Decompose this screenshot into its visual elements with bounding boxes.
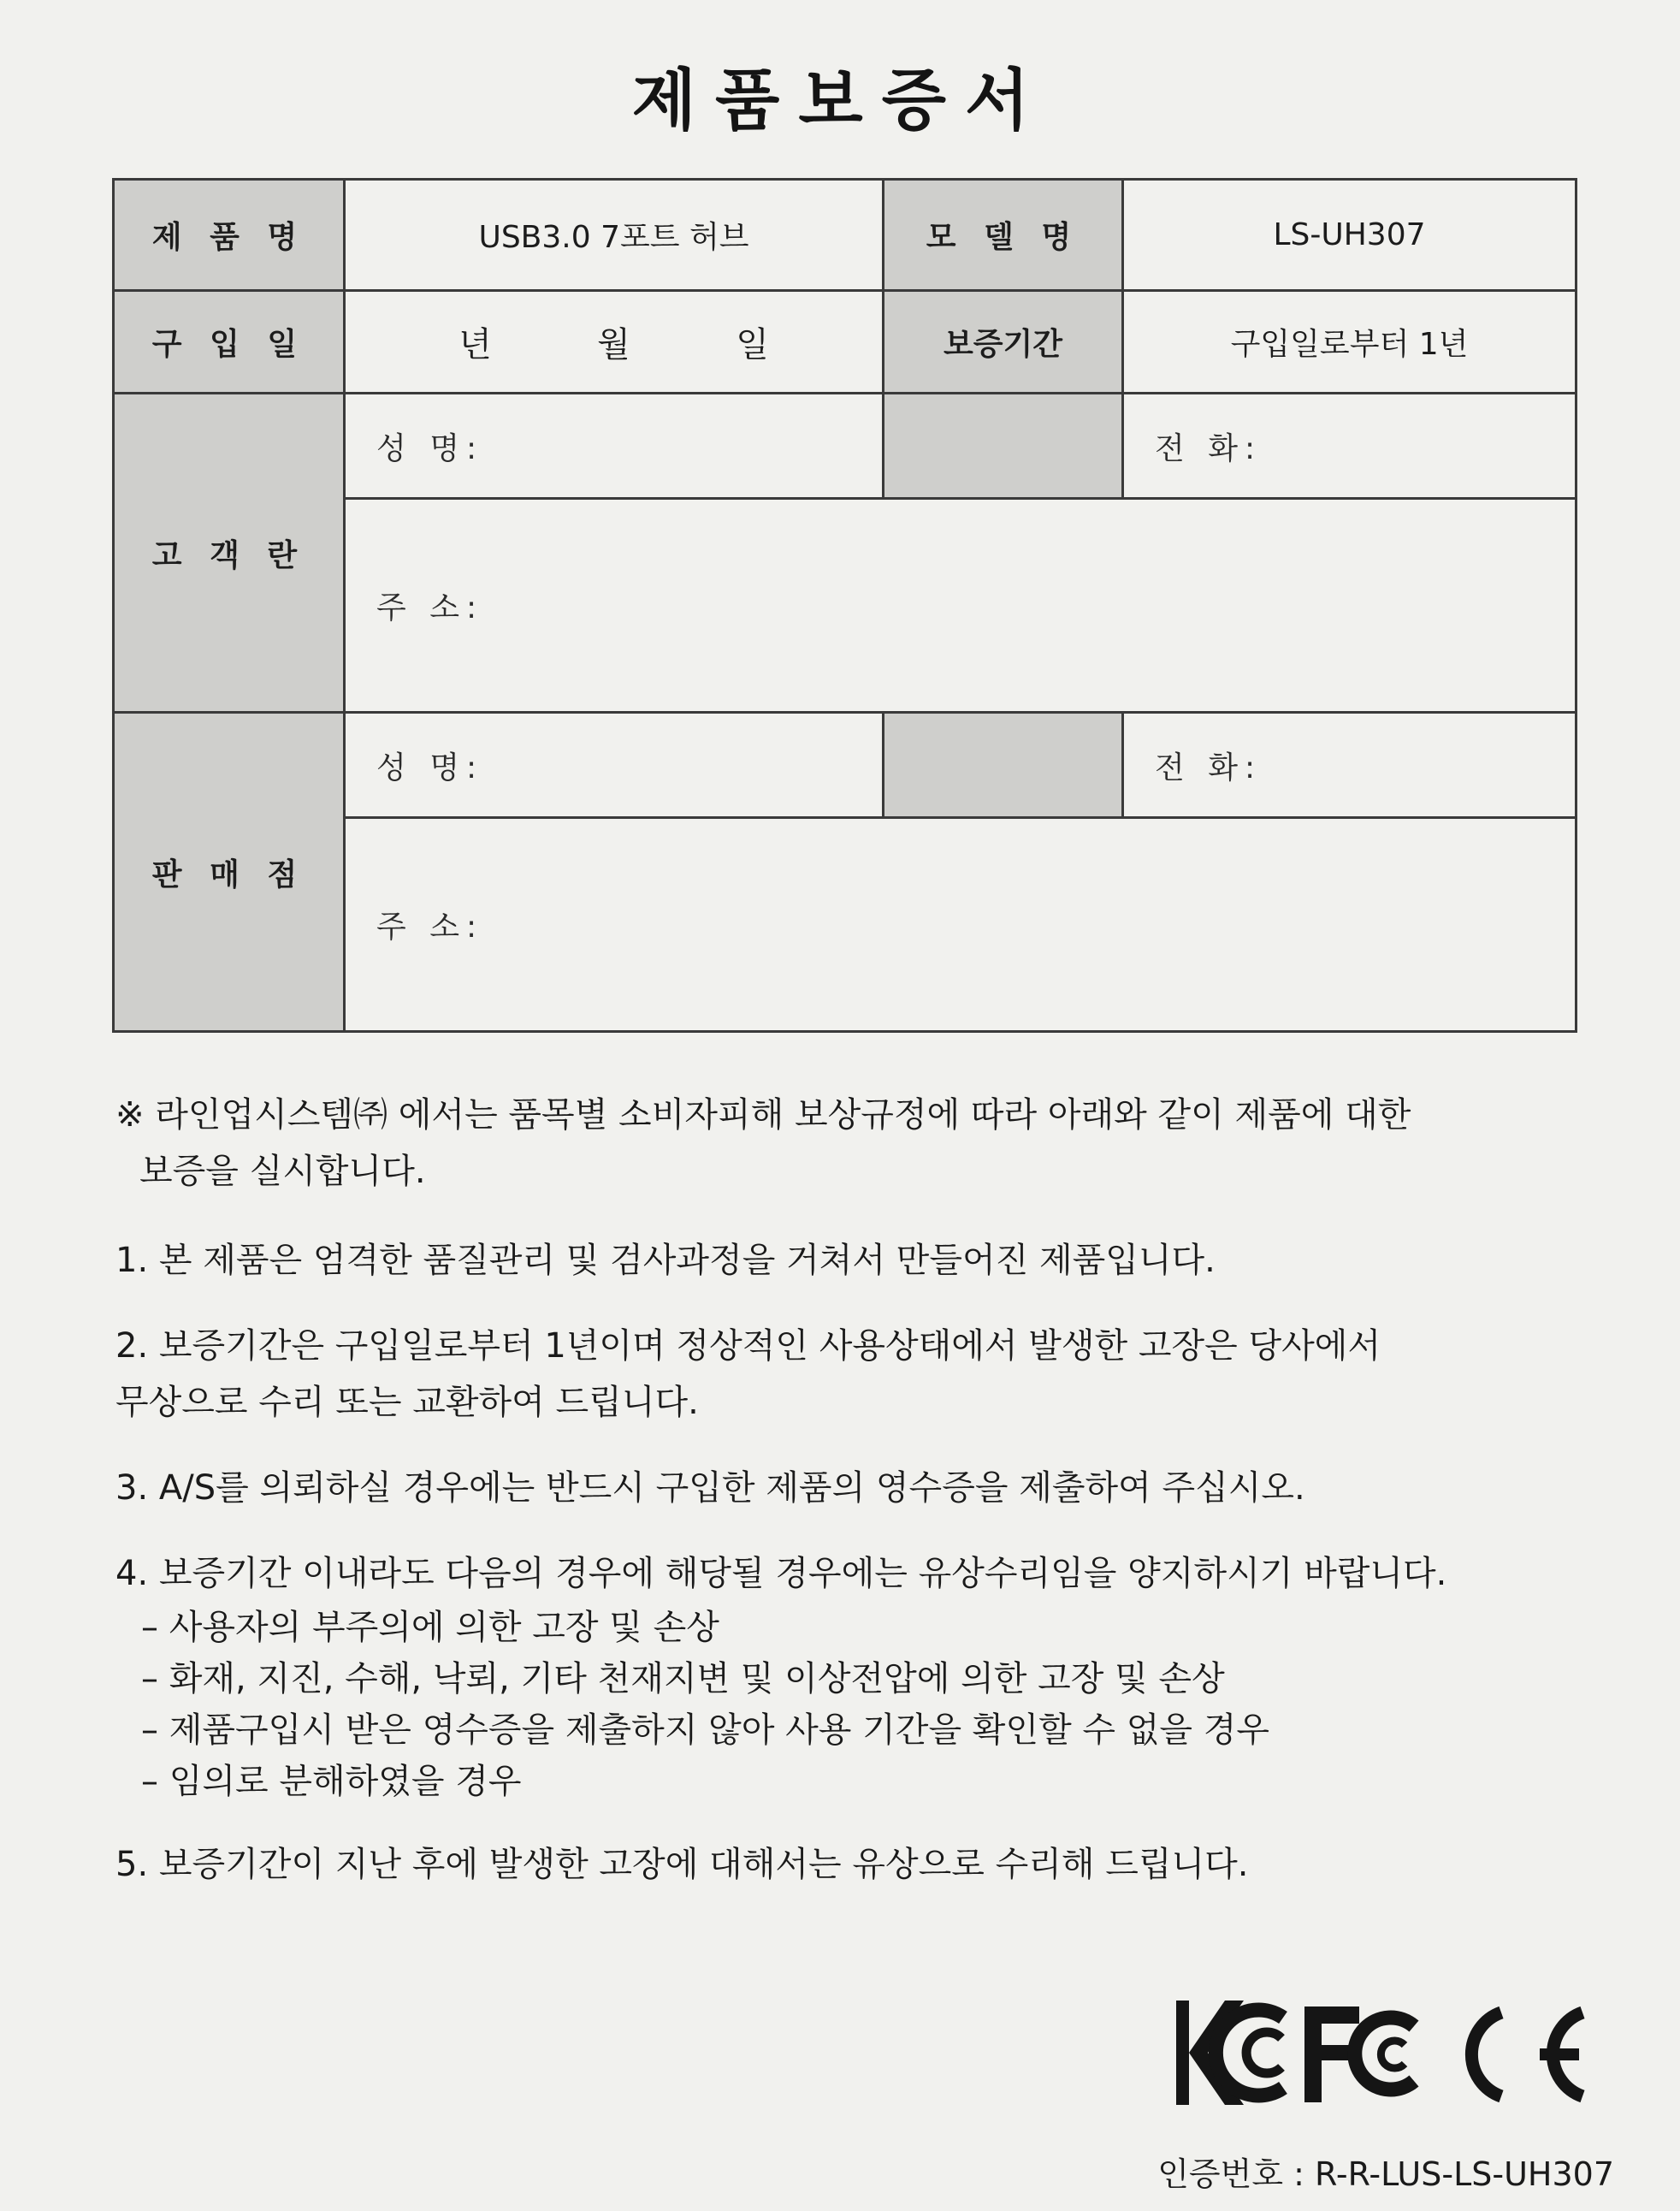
dealer-name-field[interactable]: 성 명: [345, 713, 884, 818]
warranty-period-value: 구입일로부터 1년 [1123, 291, 1576, 394]
purchase-day-unit: 일 [736, 325, 769, 365]
customer-address-field[interactable]: 주 소: [345, 499, 1576, 713]
list-item: – 화재, 지진, 수해, 낙뢰, 기타 천재지변 및 이상전압에 의한 고장 및 손상 [141, 1659, 1225, 1698]
document-title: 제품보증서 [631, 62, 1049, 139]
model-name-label: 모 델 명 [884, 180, 1123, 291]
fc-logo-icon [1304, 2006, 1414, 2102]
term-item-4-sublist [115, 1602, 1587, 1807]
notice-line-1: ※ 라인업시스템㈜ 에서는 품목별 소비자피해 보상규정에 따라 아래와 같이 제품에 대한 [115, 1095, 1411, 1135]
term-item-5: 5. 보증기간이 지난 후에 발생한 고장에 대해서는 유상으로 수리해 드립니다. [115, 1845, 1249, 1884]
term-item-3: 3. A/S를 의뢰하실 경우에는 반드시 구입한 제품의 영수증을 제출하여 주십시오. [115, 1468, 1305, 1508]
customer-name-field[interactable]: 성 명: [345, 394, 884, 499]
ce-logo-icon [1471, 2012, 1582, 2096]
purchase-month-unit: 월 [597, 325, 630, 365]
purchase-date-label: 구 입 일 [114, 291, 345, 394]
warranty-terms [115, 1087, 1587, 1893]
term-item-2-line-1: 2. 보증기간은 구입일로부터 1년이며 정상적인 사용상태에서 발생한 고장은 당사에서 [115, 1326, 1381, 1366]
term-item-1: 1. 본 제품은 엄격한 품질관리 및 검사과정을 거쳐서 만들어진 제품입니다. [115, 1241, 1216, 1280]
purchase-year-unit: 년 [458, 325, 492, 365]
notice-line-2: 보증을 실시합니다. [139, 1152, 426, 1191]
model-name-value: LS-UH307 [1123, 180, 1576, 291]
shaded-cell [884, 713, 1123, 818]
dealer-section-label: 판 매 점 [114, 713, 345, 1032]
product-name-label: 제 품 명 [114, 180, 345, 291]
warranty-period-label: 보증기간 [884, 291, 1123, 394]
term-item-4: 4. 보증기간 이내라도 다음의 경우에 해당될 경우에는 유상수리임을 양지하시기 바랍니다. [115, 1554, 1447, 1593]
warranty-form [112, 178, 1577, 1033]
notice-paragraph [115, 1087, 1587, 1200]
term-item-2-line-2: 무상으로 수리 또는 교환하여 드립니다. [115, 1383, 699, 1422]
certification-logos [1172, 1994, 1617, 2113]
term-item-2 [115, 1318, 1587, 1431]
list-item: – 제품구입시 받은 영수증을 제출하지 않아 사용 기간을 확인할 수 없을 경우 [141, 1710, 1270, 1750]
kc-logo-icon [1176, 2001, 1283, 2105]
purchase-date-field[interactable] [345, 291, 884, 394]
dealer-address-field[interactable]: 주 소: [345, 818, 1576, 1032]
list-item: – 임의로 분해하였을 경우 [141, 1762, 522, 1801]
dealer-phone-field[interactable]: 전 화: [1123, 713, 1576, 818]
customer-section-label: 고 객 란 [114, 394, 345, 713]
customer-phone-field[interactable]: 전 화: [1123, 394, 1576, 499]
certification-number: 인증번호 : R-R-LUS-LS-UH307 [1157, 2155, 1614, 2193]
shaded-cell [884, 394, 1123, 499]
list-item: – 사용자의 부주의에 의한 고장 및 손상 [141, 1608, 719, 1647]
product-name-value: USB3.0 7포트 허브 [345, 180, 884, 291]
